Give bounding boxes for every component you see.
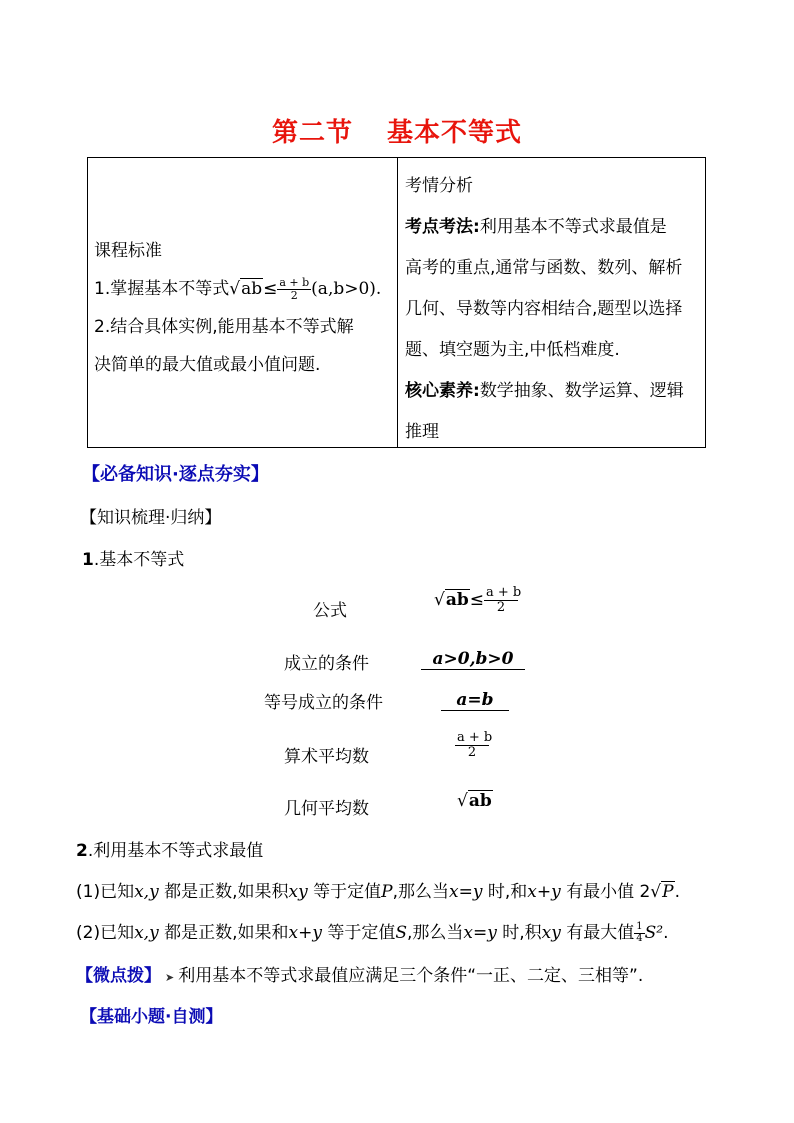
arithmetic-mean-value (455, 730, 493, 760)
i2-prod: xy (541, 923, 561, 943)
curriculum-item-2-line2: 决简单的最大值或最小值问题. (94, 355, 321, 375)
i1-end: . (674, 882, 680, 902)
i1-P: P (381, 882, 393, 902)
equality-condition-label: 等号成立的条件 (264, 693, 383, 713)
i1-sqrtP: √P (650, 882, 674, 902)
i2-frac-num: 1 (636, 921, 643, 932)
i1-sum: x+y (527, 882, 561, 902)
formula-sqrt-radicand: ab (445, 590, 469, 611)
basic-inequality-heading (82, 545, 184, 570)
i2-t3: ,那么当 (407, 923, 464, 943)
sqrt-ab: √ab (229, 279, 263, 299)
formula-frac-den: 2 (484, 600, 518, 615)
extrema-item-2 (76, 918, 669, 944)
arrow-icon: ➤ (165, 971, 175, 984)
heading-2-number: 2 (76, 841, 88, 861)
item1-suffix: (a,b>0). (311, 279, 382, 299)
section-header-essential-knowledge: 【必备知识·逐点夯实】 (82, 464, 269, 485)
formula-frac-num: a + b (486, 585, 522, 600)
frac-numerator: a + b (279, 275, 310, 289)
extrema-heading (76, 836, 263, 861)
hexin-text-1: 数学抽象、数学运算、逻辑 (479, 381, 684, 401)
overview-table (87, 157, 706, 448)
i2-sum: x+y (288, 923, 322, 943)
equality-condition-value: a=b (441, 690, 509, 711)
fraction-a-plus-b-over-2 (277, 277, 311, 301)
arithmetic-mean-label: 算术平均数 (284, 747, 369, 767)
i1-xy: x,y (134, 882, 159, 902)
i2-S: S (395, 923, 408, 943)
i2-t1: 都是正数,如果和 (158, 923, 289, 943)
analysis-heading: 考情分析 (405, 176, 473, 196)
i2-pre: (2)已知 (76, 923, 135, 943)
formula-fraction (484, 585, 522, 615)
tip-label: 【微点拨】 (76, 966, 161, 986)
page-title (0, 112, 794, 149)
formula-sqrt: √ab (434, 590, 469, 611)
i1-pre: (1)已知 (76, 882, 135, 902)
kaodian-text-1: 利用基本不等式求最值是 (479, 217, 667, 237)
curriculum-standard-cell (94, 232, 390, 384)
subsection-basic-self-test: 【基础小题·自测】 (80, 1007, 223, 1027)
condition-label: 成立的条件 (284, 654, 369, 674)
title-topic: 基本不等式 (387, 118, 523, 148)
i1-t4: 时,和 (482, 882, 528, 902)
heading-2-text: .利用基本不等式求最值 (87, 841, 264, 861)
hexin-label: 核心素养: (405, 381, 480, 401)
table-divider (397, 158, 398, 447)
curriculum-item-2-line1: 2.结合具体实例,能用基本不等式解 (94, 317, 354, 337)
kaodian-line-2: 高考的重点,通常与函数、数列、解析 (405, 258, 683, 278)
gm-sqrt: √ab (457, 791, 492, 811)
i2-frac-den: 4 (636, 932, 643, 944)
i1-prod: xy (288, 882, 308, 902)
formula-label: 公式 (313, 601, 347, 621)
condition-value: a>0,b>0 (421, 649, 525, 670)
i1-xeqy: x=y (448, 882, 483, 902)
i2-end: . (663, 923, 669, 943)
i2-t2: 等于定值 (321, 923, 396, 943)
i2-t4: 时,积 (496, 923, 542, 943)
i1-sqrtP-radicand: P (662, 882, 674, 902)
hexin-line-2: 推理 (405, 422, 439, 442)
hexin-line-1 (405, 371, 705, 412)
i2-t5: 有最大值 (560, 923, 635, 943)
geometric-mean-label: 几何平均数 (284, 799, 369, 819)
sqrt-radicand: ab (241, 279, 263, 299)
i1-t5: 有最小值 2 (560, 882, 651, 902)
kaodian-line-1 (405, 207, 705, 248)
am-frac-num: a + b (457, 730, 493, 745)
title-section-number: 第二节 (271, 118, 353, 148)
am-fraction (455, 730, 493, 760)
i2-quarter (634, 922, 644, 944)
curriculum-heading: 课程标准 (94, 241, 162, 261)
i2-xeqy: x=y (463, 923, 497, 943)
extrema-item-1 (76, 877, 680, 902)
kaodian-line-4: 题、填空题为主,中低档难度. (405, 340, 620, 360)
i1-t1: 都是正数,如果积 (158, 882, 289, 902)
i2-S2: S² (644, 923, 664, 943)
tip-line (76, 961, 643, 986)
i2-xy: x,y (134, 923, 159, 943)
i1-t2: 等于定值 (307, 882, 382, 902)
i1-t3: ,那么当 (392, 882, 449, 902)
tip-text: 利用基本不等式求最值应满足三个条件“一正、二定、三相等”. (178, 966, 644, 986)
geometric-mean-value (457, 791, 493, 811)
kaodian-label: 考点考法: (405, 217, 480, 237)
am-frac-den: 2 (455, 745, 489, 760)
kaodian-line-3: 几何、导数等内容相结合,题型以选择 (405, 299, 683, 319)
curriculum-item-1 (94, 270, 390, 308)
exam-analysis-cell (405, 166, 705, 453)
item1-prefix: 1.掌握基本不等式 (94, 279, 230, 299)
le-symbol: ≤ (263, 279, 278, 299)
gm-sqrt-radicand: ab (468, 791, 492, 811)
formula-value (434, 585, 522, 615)
subsection-knowledge-summary: 【知识梳理·归纳】 (80, 508, 222, 528)
formula-le: ≤ (469, 590, 484, 611)
heading-1-number: 1 (82, 550, 94, 570)
frac-denominator: 2 (277, 289, 311, 302)
heading-1-text: .基本不等式 (93, 550, 185, 570)
